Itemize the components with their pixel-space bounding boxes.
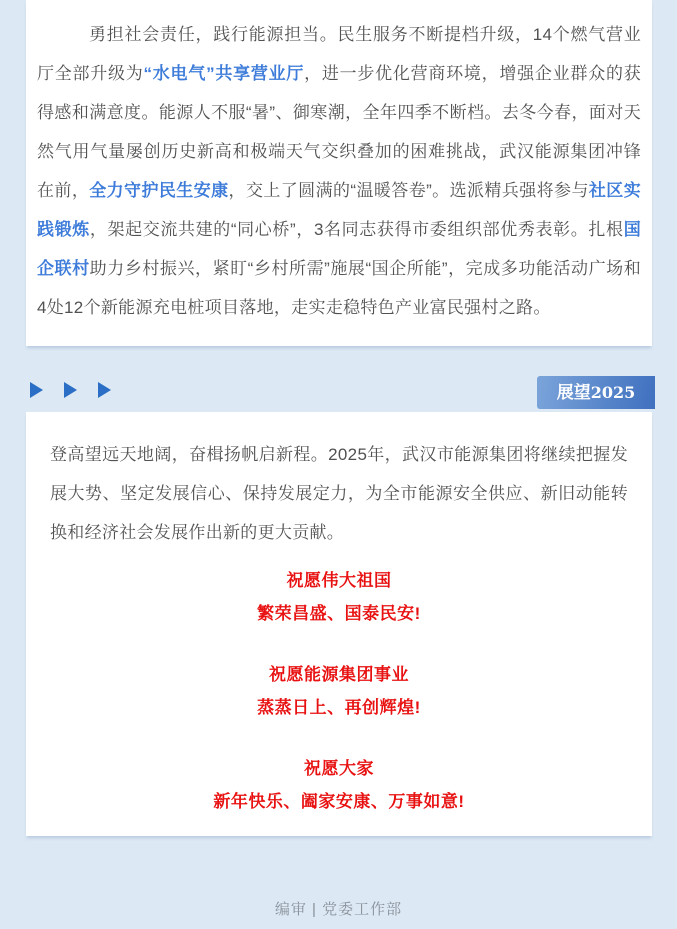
wish-line: 新年快乐、阖家安康、万事如意!	[213, 792, 465, 811]
achievements-paragraph	[37, 15, 641, 327]
wish-line: 祝愿大家	[304, 759, 374, 778]
play-arrow-icon	[64, 382, 77, 398]
outlook-paragraph: 登高望远天地阔，奋楫扬帆启新程。2025年，武汉市能源集团将继续把握发展大势、坚定发展信心、保持发展定力，为全市能源安全供应、新旧动能转换和经济社会发展作出新的更大贡献。	[50, 445, 628, 542]
footer-credits: 编审 | 党委工作部	[274, 901, 403, 918]
card-achievements	[26, 0, 652, 346]
section-badge-year: 2025	[590, 383, 636, 402]
wish-block-motherland	[50, 564, 628, 630]
section-badge-label: 展望	[556, 383, 591, 402]
play-arrow-icon	[30, 382, 43, 398]
wish-line: 蒸蒸日上、再创辉煌!	[257, 698, 421, 717]
text-run: ，架起交流共建的“同心桥”，3名同志获得市委组织部优秀表彰。扎根	[89, 220, 624, 239]
wish-line: 祝愿伟大祖国	[286, 571, 392, 590]
arrow-group	[30, 382, 132, 398]
highlight-phrase-soe-village: 国企联村	[37, 220, 641, 278]
text-run: 助力乡村振兴，紧盯“乡村所需”施展“国企所能”，完成多功能活动广场和4处12个新能源充电桩项目落地，走实走稳特色产业富民强村之路。	[37, 259, 641, 317]
section-banner-row	[0, 376, 677, 409]
section-badge-outlook-2025	[537, 376, 655, 409]
text-run: ，进一步优化营商环境，增强企业群众的获得感和满意度。能源人不服“暑”、御寒潮，全年四季不断档。去冬今春，面对天然气用气量屡创历史新高和极端天气交织叠加的困难挑战，武汉能源集团冲锋在前，	[37, 64, 642, 200]
card-outlook	[26, 412, 652, 836]
highlight-phrase-community-practice: 社区实践锻炼	[37, 181, 642, 239]
play-arrow-icon	[98, 382, 111, 398]
highlight-phrase-protect-livelihood: 全力守护民生安康	[89, 181, 229, 200]
text-run: ，交上了圆满的“温暖答卷”。选派精兵强将参与	[228, 181, 589, 200]
wish-line: 繁荣昌盛、国泰民安!	[257, 604, 421, 623]
wish-block-group-cause	[50, 658, 628, 724]
wish-line: 祝愿能源集团事业	[269, 665, 409, 684]
wish-block-everyone	[50, 752, 628, 818]
text-run: 勇担社会责任，践行能源担当。民生服务不断提档升级，14个燃气营业厅全部升级为	[37, 25, 641, 83]
highlight-phrase-shared-hall: “水电气”共享营业厅	[143, 64, 305, 83]
